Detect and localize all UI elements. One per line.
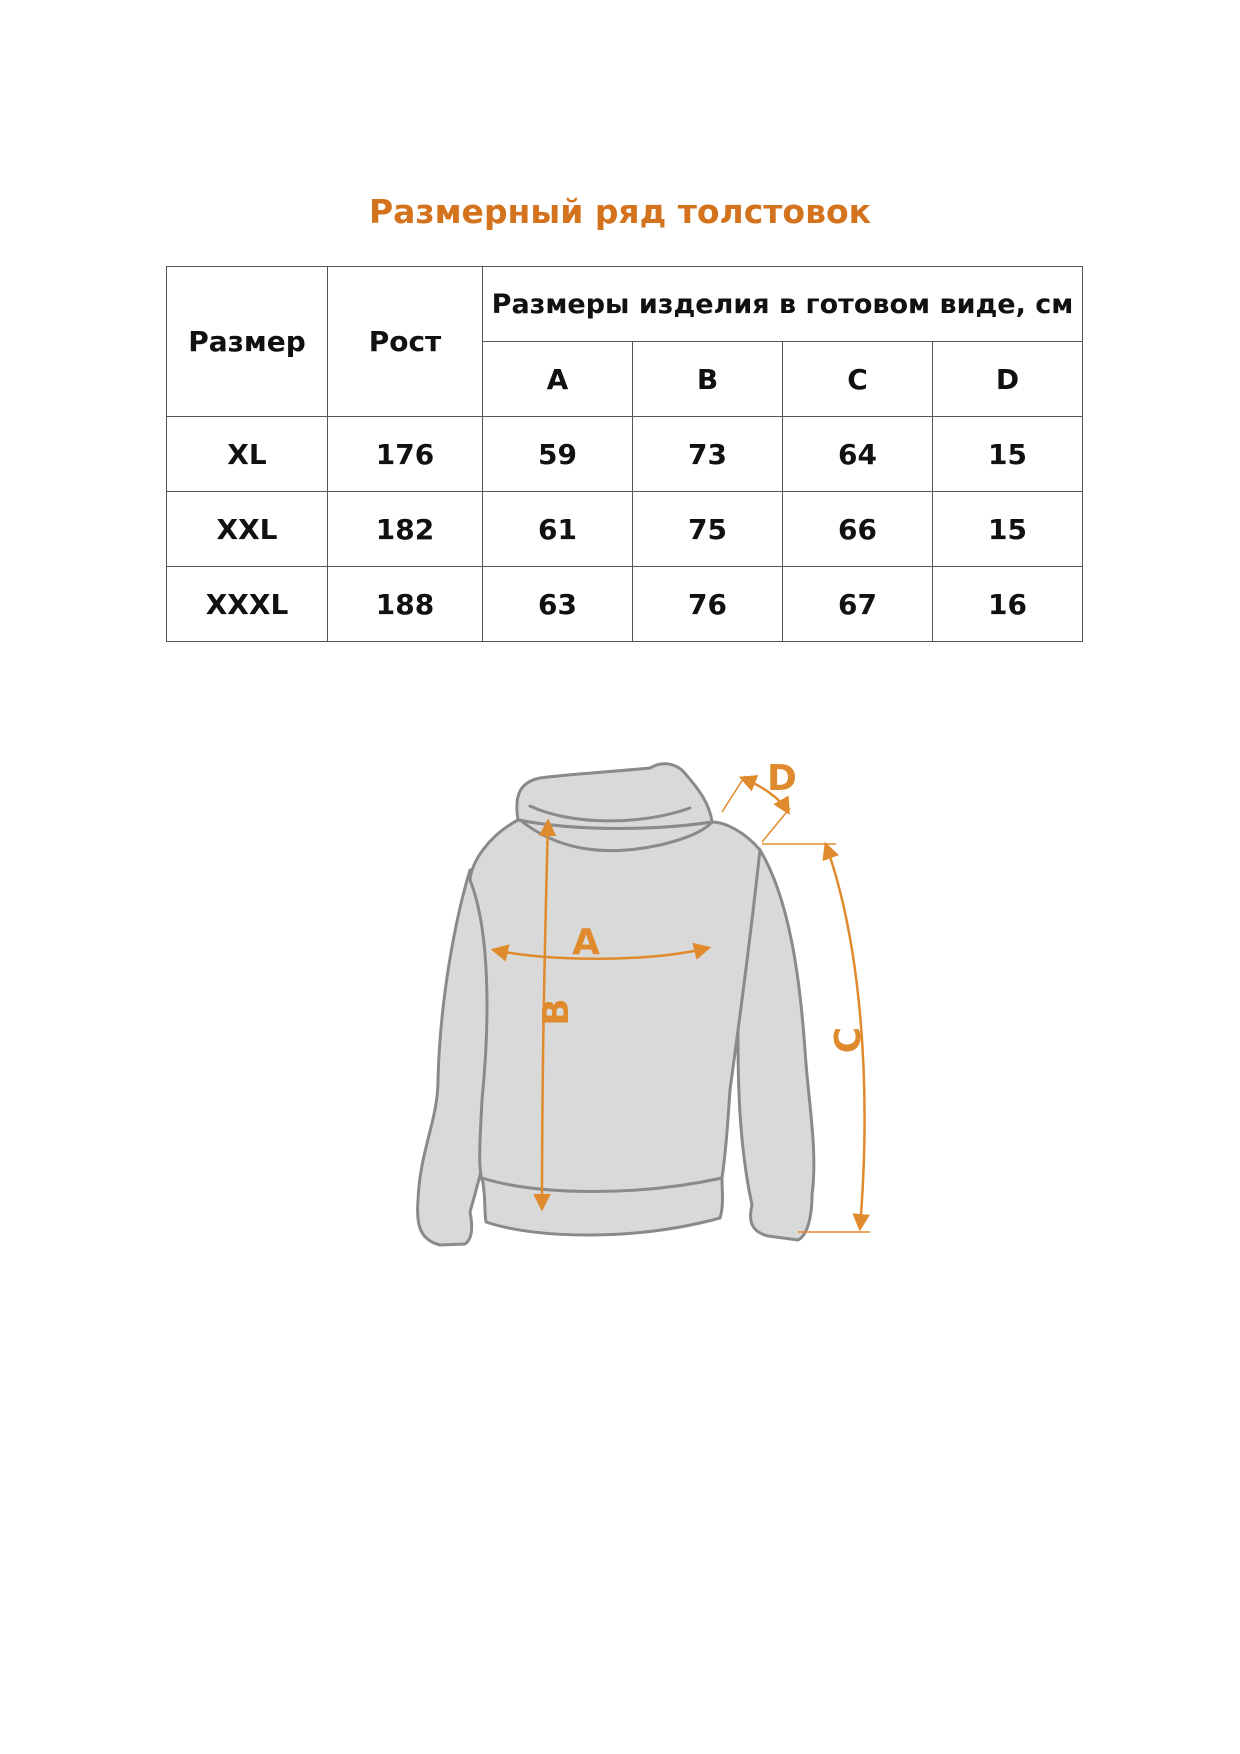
table-row <box>167 567 1083 642</box>
value-cell-d: 15 <box>933 492 1083 567</box>
header-col-a: A <box>483 342 633 417</box>
value-cell-b: 76 <box>633 567 783 642</box>
header-col-c: C <box>783 342 933 417</box>
label-b: B <box>536 998 577 1026</box>
value-cell-b: 73 <box>633 417 783 492</box>
value-cell-d: 16 <box>933 567 1083 642</box>
value-cell-b: 75 <box>633 492 783 567</box>
header-size: Размер <box>167 267 328 417</box>
value-cell-c: 67 <box>783 567 933 642</box>
height-cell: 182 <box>328 492 483 567</box>
measure-guide-d <box>722 776 745 812</box>
measure-guide-d-2 <box>762 808 790 842</box>
hoodie-measurement-diagram <box>400 745 900 1265</box>
label-d: D <box>767 758 797 799</box>
header-height: Рост <box>328 267 483 417</box>
value-cell-c: 64 <box>783 417 933 492</box>
table-row <box>167 492 1083 567</box>
value-cell-d: 15 <box>933 417 1083 492</box>
size-chart-table <box>166 266 1083 642</box>
value-cell-c: 66 <box>783 492 933 567</box>
label-a: A <box>572 922 600 963</box>
value-cell-a: 61 <box>483 492 633 567</box>
hoodie-illustration <box>418 764 814 1245</box>
label-c: C <box>828 1026 869 1054</box>
size-cell: XL <box>167 417 328 492</box>
height-cell: 188 <box>328 567 483 642</box>
value-cell-a: 59 <box>483 417 633 492</box>
page-title: Размерный ряд толстовок <box>368 192 872 231</box>
header-col-d: D <box>933 342 1083 417</box>
size-cell: XXXL <box>167 567 328 642</box>
header-col-b: B <box>633 342 783 417</box>
header-dimensions: Размеры изделия в готовом виде, см <box>483 267 1083 342</box>
height-cell: 176 <box>328 417 483 492</box>
value-cell-a: 63 <box>483 567 633 642</box>
size-cell: XXL <box>167 492 328 567</box>
table-row <box>167 417 1083 492</box>
